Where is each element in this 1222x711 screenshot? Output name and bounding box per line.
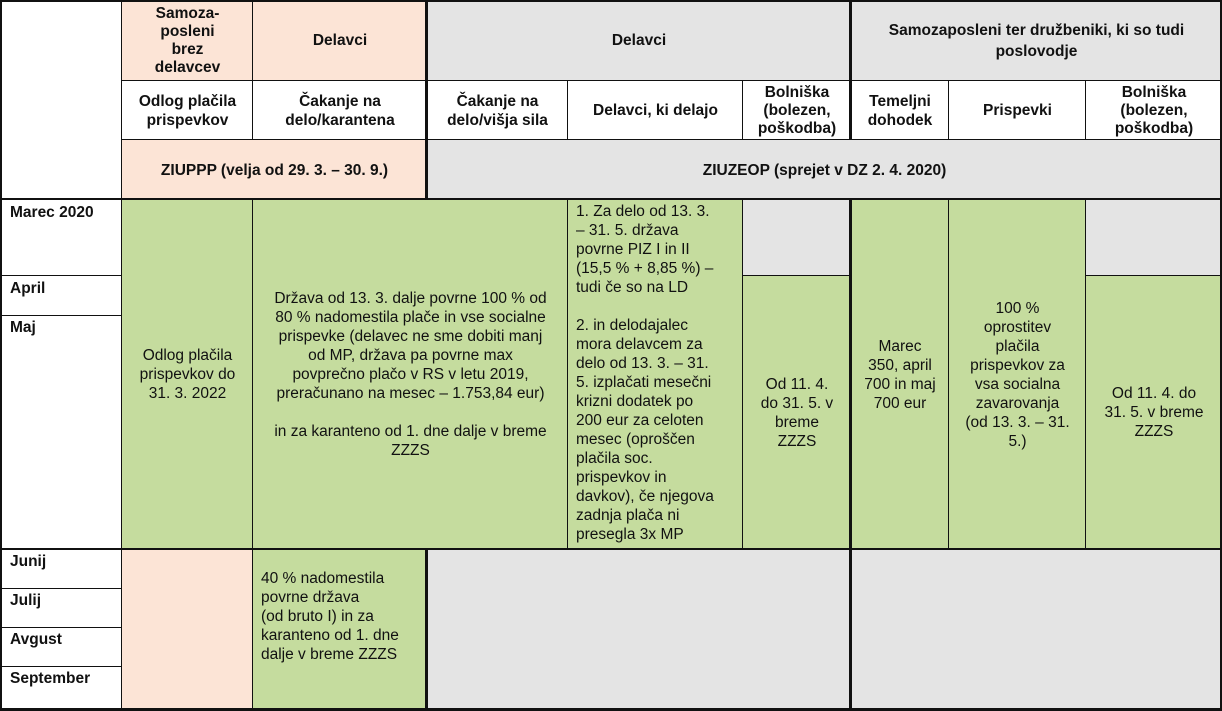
cell-nadomestilo-40: 40 % nadomestila povrne država (od bruto I) in za karanteno od 1. dne dalje v breme ZZZS <box>253 549 427 711</box>
grid-line <box>0 315 122 316</box>
month-label: Julij <box>0 588 122 627</box>
subheader-bolniska-1: Bolniška (bolezen, poškodba) <box>743 81 851 140</box>
month-label: Marec 2020 <box>0 200 122 276</box>
grid-line <box>0 666 122 667</box>
grid-line <box>0 588 122 589</box>
header-delavci-mid: Delavci <box>427 0 851 81</box>
grid-line <box>0 198 1222 200</box>
cell-bolniska-1: Od 11. 4. do 31. 5. v breme ZZZS <box>743 276 851 549</box>
grid-line <box>0 548 1222 550</box>
header-samozaposleni-brez-delavcev: Samoza- posleni brez delavcev <box>122 0 253 81</box>
cell-drzava-povrne: Država od 13. 3. dalje povrne 100 % od 80 % nadomestila plače in vse socialne prispevke (delavec ne sme dobiti manj od MP, država pa povrne max povprečno plačo v RS v letu 2019, preračunano na mesec – 1.753,84 eur) in za karanteno od 1. dne dalje v breme ZZZS <box>253 200 568 549</box>
cell-delavci-summer <box>427 549 851 711</box>
cell-odlog-placila: Odlog plačila prispevkov do 31. 3. 2022 <box>122 200 253 549</box>
cell-bolniska-1-march <box>743 200 851 276</box>
grid-line <box>849 0 852 140</box>
month-label: Junij <box>0 549 122 588</box>
subheader-cakanje-karantena: Čakanje na delo/karantena <box>253 81 427 140</box>
grid-line <box>252 200 253 711</box>
grid-line <box>743 275 851 276</box>
header-delavci-left: Delavci <box>253 0 427 81</box>
header-samozaposleni-poslovodje: Samozaposleni ter družbeniki, ki so tudi poslovodje <box>851 0 1222 81</box>
cell-odlog-summer <box>122 549 253 711</box>
grid-line <box>0 627 122 628</box>
grid-line <box>742 200 743 549</box>
grid-line <box>567 200 568 549</box>
cell-bolniska-2: Od 11. 4. do 31. 5. v breme ZZZS <box>1086 276 1222 549</box>
corner-cell <box>0 0 122 200</box>
cell-prispevki: 100 % oprostitev plačila prispevkov za vsa socialna zavarovanja (od 13. 3. – 31. 5.) <box>949 200 1086 549</box>
grid-line <box>0 275 122 276</box>
grid-line <box>849 200 852 711</box>
subheader-odlog: Odlog plačila prispevkov <box>122 81 253 140</box>
subheader-delavci-ki-delajo: Delavci, ki delajo <box>568 81 743 140</box>
grid-line <box>1085 81 1086 140</box>
cell-temeljni-dohodek: Marec 350, april 700 in maj 700 eur <box>851 200 949 549</box>
grid-line <box>1086 275 1222 276</box>
month-label: Avgust <box>0 627 122 666</box>
subheader-temeljni-dohodek: Temeljni dohodek <box>851 81 949 140</box>
grid-line <box>121 0 122 711</box>
law-ziuzeop: ZIUZEOP (sprejet v DZ 2. 4. 2020) <box>427 140 1222 200</box>
grid-line <box>1085 200 1086 549</box>
subheader-bolniska-2: Bolniška (bolezen, poškodba) <box>1086 81 1222 140</box>
cell-delavci-ki-delajo: 1. Za delo od 13. 3. – 31. 5. država povrne PIZ I in II (15,5 % + 8,85 %) – tudi če so na LD 2. in delodajalec mora delavcem za delo od 13. 3. – 31. 5. izplačati mesečni krizni dodatek po 200 eur za celoten mesec (oproščen plačila soc. prispevkov in davkov), če njegova zadnja plača ni presegla 3x MP <box>568 200 743 549</box>
grid-line <box>948 81 949 140</box>
grid-line <box>425 549 428 711</box>
month-label: September <box>0 666 122 711</box>
cell-poslovodje-summer <box>851 549 1222 711</box>
grid-line <box>948 200 949 549</box>
cell-bolniska-2-march <box>1086 200 1222 276</box>
subheader-cakanje-visja-sila: Čakanje na delo/višja sila <box>427 81 568 140</box>
border-line <box>0 0 1222 2</box>
grid-line <box>122 80 1222 81</box>
subheader-prispevki: Prispevki <box>949 81 1086 140</box>
grid-line <box>567 81 568 140</box>
grid-line <box>122 139 1222 140</box>
month-label: April <box>0 276 122 315</box>
grid-line <box>742 81 743 140</box>
law-ziuppp: ZIUPPP (velja od 29. 3. – 30. 9.) <box>122 140 427 200</box>
grid-line <box>252 0 253 140</box>
border-line <box>0 0 2 711</box>
grid-line <box>425 0 428 200</box>
month-label: Maj <box>0 315 122 549</box>
